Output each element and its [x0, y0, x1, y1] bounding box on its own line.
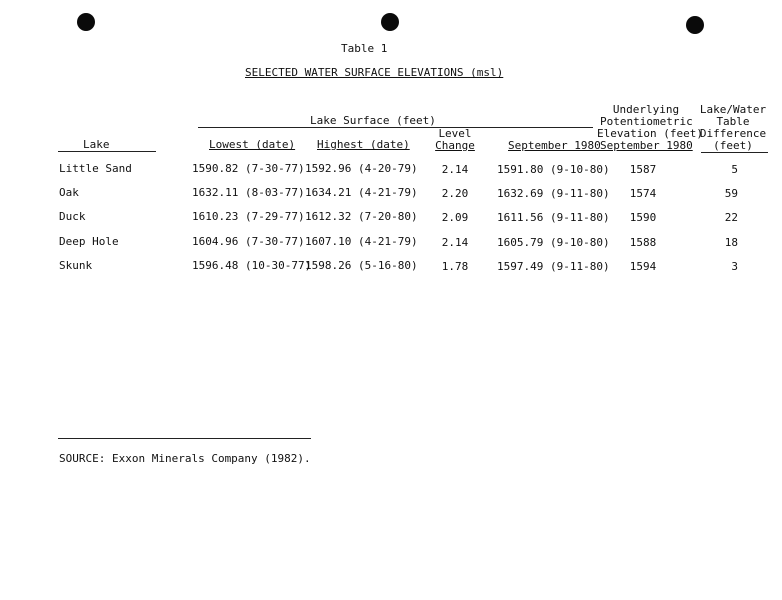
- cell-underlying: 1587: [629, 163, 657, 176]
- header-diff-1: Lake/Water: [699, 103, 767, 116]
- header-diff-underline: [701, 152, 768, 153]
- cell-september: 1597.49 (9-11-80): [497, 260, 610, 273]
- cell-difference: 22: [724, 211, 738, 224]
- cell-difference: 59: [724, 187, 738, 200]
- header-diff-2: Table: [716, 115, 750, 128]
- cell-lowest: 1590.82 (7-30-77): [192, 162, 305, 175]
- cell-lake: Deep Hole: [59, 235, 119, 248]
- cell-underlying: 1588: [629, 236, 657, 249]
- punch-hole-right: [686, 16, 704, 34]
- cell-september: 1591.80 (9-10-80): [497, 163, 610, 176]
- cell-lake: Skunk: [59, 259, 93, 272]
- header-lake-underline: [58, 151, 156, 152]
- cell-lowest: 1610.23 (7-29-77): [192, 210, 305, 223]
- header-underlying-2: Potentiometric: [600, 115, 693, 128]
- cell-september: 1611.56 (9-11-80): [497, 211, 610, 224]
- header-level-2: Change: [435, 139, 475, 152]
- header-lake: Lake: [83, 138, 110, 151]
- cell-underlying: 1590: [629, 211, 657, 224]
- cell-september: 1632.69 (9-11-80): [497, 187, 610, 200]
- header-level-1: Level: [438, 127, 472, 140]
- header-underlying-4: September 1980: [600, 139, 693, 152]
- cell-highest: 1612.32 (7-20-80): [305, 210, 418, 223]
- cell-difference: 3: [731, 260, 738, 273]
- cell-lowest: 1604.96 (7-30-77): [192, 235, 305, 248]
- cell-lowest: 1632.11 (8-03-77): [192, 186, 305, 199]
- cell-lake: Little Sand: [59, 162, 132, 175]
- source-note: SOURCE: Exxon Minerals Company (1982).: [59, 452, 311, 465]
- header-lowest: Lowest (date): [209, 138, 296, 151]
- cell-underlying: 1594: [629, 260, 657, 273]
- punch-hole-left: [77, 13, 95, 31]
- header-lake-surface-group: Lake Surface (feet): [310, 114, 436, 127]
- header-highest: Highest (date): [317, 138, 410, 151]
- cell-difference: 18: [724, 236, 738, 249]
- cell-change: 2.14: [441, 236, 469, 249]
- cell-change: 2.09: [441, 211, 469, 224]
- cell-september: 1605.79 (9-10-80): [497, 236, 610, 249]
- punch-hole-center: [381, 13, 399, 31]
- cell-change: 1.78: [441, 260, 469, 273]
- cell-change: 2.14: [441, 163, 469, 176]
- cell-highest: 1592.96 (4-20-79): [305, 162, 418, 175]
- cell-lake: Oak: [59, 186, 79, 199]
- cell-underlying: 1574: [629, 187, 657, 200]
- cell-difference: 5: [731, 163, 738, 176]
- cell-change: 2.20: [441, 187, 469, 200]
- table-label: Table 1: [341, 42, 388, 55]
- header-september: September 1980: [508, 139, 601, 152]
- header-diff-3: Difference: [699, 127, 767, 140]
- cell-lake: Duck: [59, 210, 86, 223]
- cell-highest: 1634.21 (4-21-79): [305, 186, 418, 199]
- footnote-divider: [58, 438, 311, 439]
- lake-surface-group-rule: [198, 127, 593, 128]
- header-diff-4: (feet): [713, 139, 753, 152]
- header-underlying-1: Underlying: [612, 103, 680, 116]
- table-title: SELECTED WATER SURFACE ELEVATIONS (msl): [245, 66, 504, 79]
- cell-lowest: 1596.48 (10-30-77): [192, 259, 312, 272]
- header-underlying-3: Elevation (feet): [597, 127, 703, 140]
- cell-highest: 1607.10 (4-21-79): [305, 235, 418, 248]
- cell-highest: 1598.26 (5-16-80): [305, 259, 418, 272]
